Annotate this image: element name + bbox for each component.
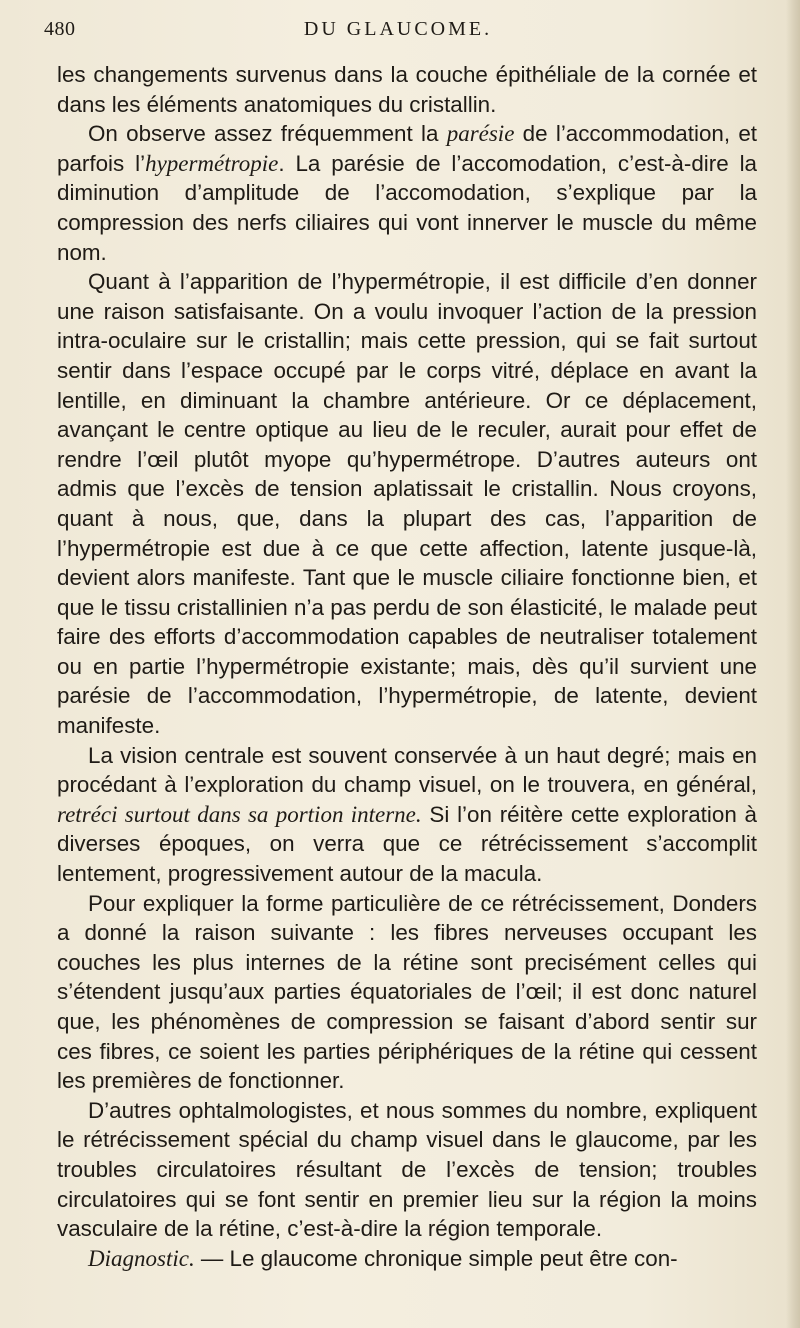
paragraph-3 xyxy=(57,267,757,741)
paragraph-text: D’autres ophtalmologistes, et nous sommes du nombre, expliquent le rétrécissement spécial du champ visuel dans le glaucome, par les troubles circulatoires résultant de l’excès de tension; troubles circulatoires qui se font sentir en premier lieu sur la région la moins vasculaire de la rétine, c’est-à-dire la région temporale. xyxy=(57,1097,757,1242)
italic-term-paresie: parésie xyxy=(446,121,515,147)
paragraph-text: — Le glaucome chronique simple peut être con- xyxy=(194,1245,678,1271)
italic-term-hypermetropie: hypermétropie xyxy=(145,150,279,176)
paragraph-5 xyxy=(57,889,757,1096)
page-gutter-shadow xyxy=(786,0,800,1328)
paragraph-text: . La parésie de l’accomodation, c’est-à-dire la diminution d’amplitude de l’accomodation, s’explique par la compression des nerfs ciliaires qui vont innerver le muscle du même nom. xyxy=(57,150,757,265)
body-text xyxy=(57,60,757,1273)
paragraph-text: Si l’on réitère cette exploration à diverses époques, on verra que ce rétrécissement s’accomplit lentement, progressivement autour de la macula. xyxy=(57,801,757,887)
page-header xyxy=(44,18,752,50)
paragraph-text: les changements survenus dans la couche épithéliale de la cornée et dans les éléments anatomiques du cristallin. xyxy=(57,62,757,117)
page-number: 480 xyxy=(44,18,76,40)
paragraph-text: Pour expliquer la forme particulière de ce rétrécissement, Donders a donné la raison suivante : les fibres nerveuses occupant les couches les plus internes de la rétine sont precisément celles qui s’étendent jusqu’aux parties équatoriales de l’œil; il est donc naturel que, les phénomènes de compression se faisant d’abord sentir sur ces fibres, ce soient les parties périphériques de la rétine qui cessent les premières de fonctionner. xyxy=(57,890,757,1094)
paragraph-text: de l’accommodation, et parfois l’ xyxy=(57,121,758,176)
italic-phrase-retreci: retréci surtout dans sa portion interne. xyxy=(57,801,422,827)
paragraph-1 xyxy=(57,60,757,119)
paragraph-text: On observe assez fréquemment la xyxy=(88,121,447,147)
paragraph-text: La vision centrale est souvent conservée à un haut degré; mais en procédant à l’exploration du champ visuel, on le trouvera, en général, xyxy=(57,742,757,798)
paragraph-text: Quant à l’apparition de l’hypermétropie, il est difficile d’en donner une raison satisfaisante. On a voulu invoquer l’action de la pression intra-oculaire sur le cristallin; mais cette pression, qui se fait surtout sentir dans l’espace occupé par le corps vitré, déplace en avant la lentille, en diminuant la chambre antérieure. Or ce déplacement, avançant le centre optique au lieu de le reculer, aurait pour effet de rendre l’œil plutôt myope qu’hypermétrope. D’autres auteurs ont admis que l’excès de tension aplatissait le cristallin. Nous croyons, quant à nous, que, dans la plupart des cas, l’apparition de l’hypermétropie est due à ce que cette affection, latente jusque-là, devient alors manifeste. Tant que le muscle ciliaire fonctionne bien, et que le tissu cristallinien n’a pas perdu de son élasticité, le malade peut faire des efforts d’accommodation capables de neutraliser totalement ou en partie l’hypermétropie existante; mais, dès qu’il survient une parésie de l’accommodation, l’hypermétropie, de latente, devient manifeste. xyxy=(57,269,757,739)
paragraph-2 xyxy=(57,119,757,267)
running-title: DU GLAUCOME. xyxy=(303,18,493,40)
italic-heading-diagnostic: Diagnostic. xyxy=(88,1245,195,1271)
paragraph-7 xyxy=(57,1244,757,1274)
paragraph-6 xyxy=(57,1096,757,1244)
paragraph-4 xyxy=(57,741,757,889)
